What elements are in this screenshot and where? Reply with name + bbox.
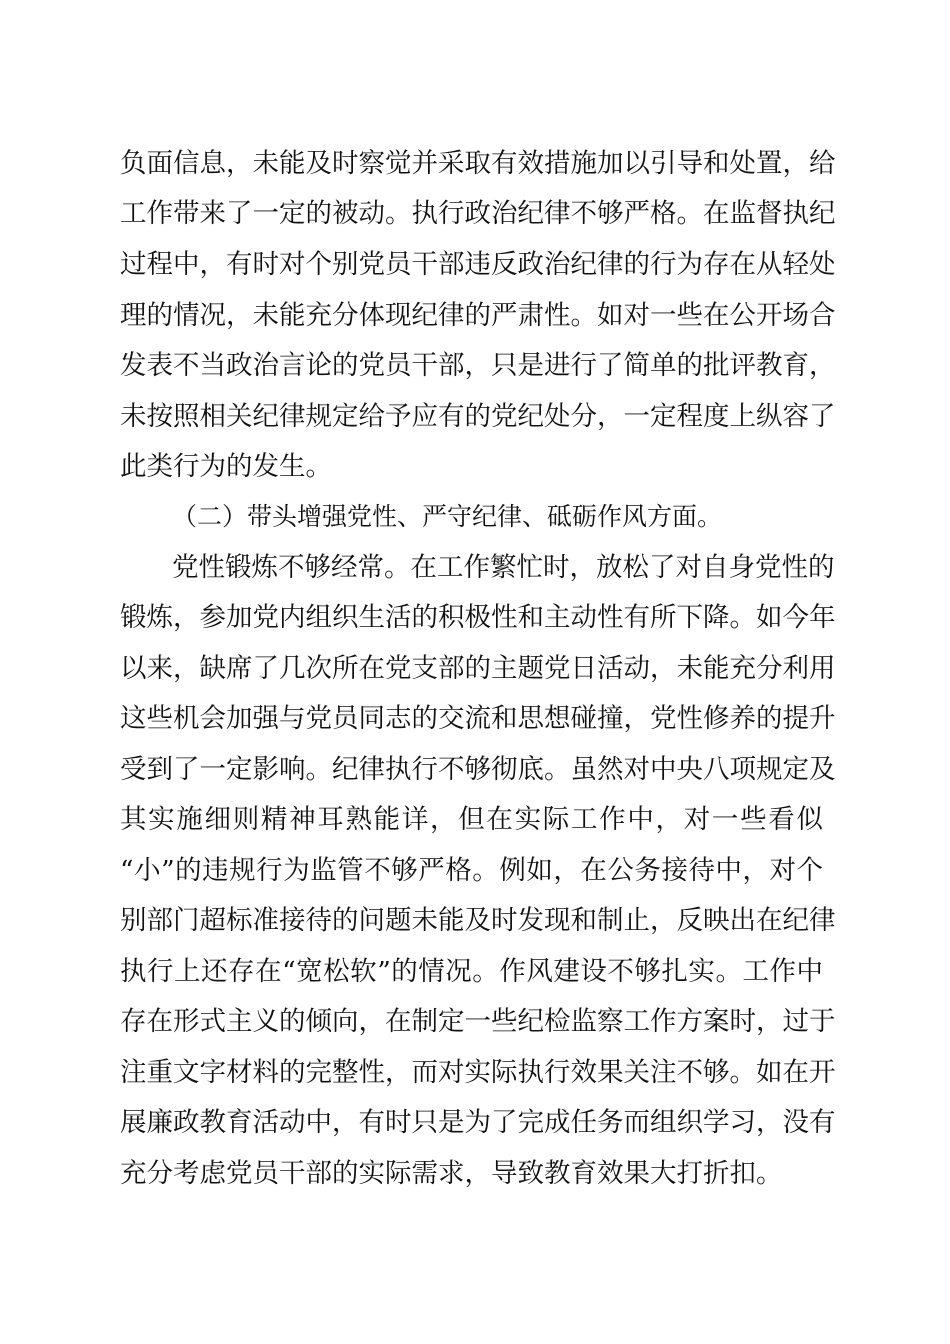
paragraph-line: 以来，缺席了几次所在党支部的主题党日活动，未能充分利用 [120,653,836,684]
paragraph-line: 这些机会加强与党员同志的交流和思想碰撞，党性修养的提升 [120,703,836,734]
paragraph-line: 受到了一定影响。纪律执行不够彻底。虽然对中央八项规定及 [120,754,836,785]
paragraph-line: 锻炼，参加党内组织生活的积极性和主动性有所下降。如今年 [120,602,836,633]
paragraph-line: 存在形式主义的倾向，在制定一些纪检监察工作方案时，过于 [120,1006,836,1037]
paragraph-line: 工作带来了一定的被动。执行政治纪律不够严格。在监督执纪 [120,198,836,229]
paragraph-line: 发表不当政治言论的党员干部，只是进行了简单的批评教育， [120,350,836,381]
paragraph-line: 党性锻炼不够经常。在工作繁忙时，放松了对自身党性的 [172,552,835,583]
paragraph-line: 其实施细则精神耳熟能详，但在实际工作中，对一些看似 [120,804,823,835]
paragraph-line: 展廉政教育活动中，有时只是为了完成任务而组织学习，没有 [120,1107,836,1138]
paragraph-line: 理的情况，未能充分体现纪律的严肃性。如对一些在公开场合 [120,300,836,331]
paragraph-line: 注重文字材料的完整性，而对实际执行效果关注不够。如在开 [120,1057,836,1088]
paragraph-line: 此类行为的发生。 [120,451,332,482]
paragraph-line: 负面信息，未能及时察觉并采取有效措施加以引导和处置，给 [120,148,836,179]
paragraph-line: “小”的违规行为监管不够严格。例如，在公务接待中，对个 [120,855,823,886]
paragraph-line: 过程中，有时对个别党员干部违反政治纪律的行为存在从轻处 [120,249,836,280]
paragraph-line: 未按照相关纪律规定给予应有的党纪处分，一定程度上纵容了 [120,401,836,432]
paragraph-line: 执行上还存在“宽松软”的情况。作风建设不够扎实。工作中 [120,956,823,987]
paragraph-line: 别部门超标准接待的问题未能及时发现和制止，反映出在纪律 [120,905,836,936]
paragraph-line: 充分考虑党员干部的实际需求，导致教育效果大打折扣。 [120,1158,783,1189]
section-heading: （二）带头增强党性、严守纪律、砥砺作风方面。 [172,502,723,531]
